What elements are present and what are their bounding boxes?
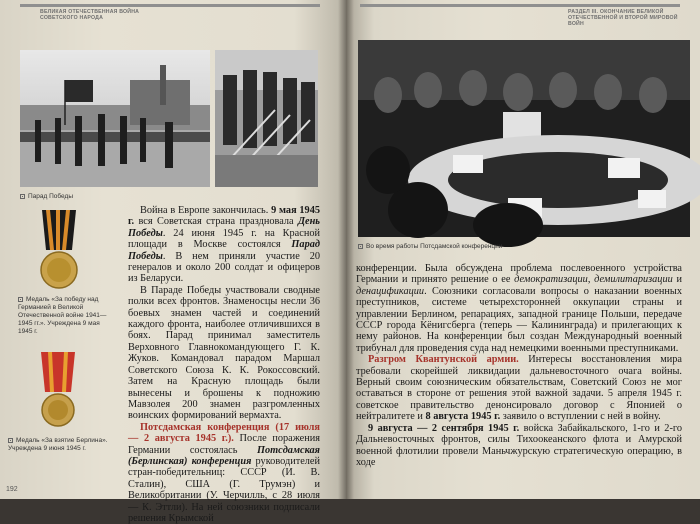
right-page [346,0,700,499]
book-gutter [338,0,354,499]
page-number: 192 [6,486,18,493]
victory-parade-photo-2 [215,50,318,187]
right-page-header [568,9,688,27]
term-denazification: денацификации [356,285,425,297]
berlin-medal-image [38,352,78,432]
text-run: войска Забайкальского, 1-го и 2-го Дальневосточных фронтов, силы Тихоокеанского флота и Амурской военной флотилии провели Маньчжурскую стратегическую операцию, в ходе [356,422,683,468]
victory-medal-caption-text: Медаль «За победу над Германией в Великой Отечественной войне 1941—1945 гг.». Учреждена 9 мая 1945 г. [18,296,107,335]
left-page-header [40,9,139,21]
victory-medal-caption [18,296,110,336]
caption-marker-icon [18,297,23,302]
header-line-1: РАЗДЕЛ III. ОКОНЧАНИЕ ВЕЛИКОЙ [568,9,664,15]
caption-marker-icon [20,194,25,199]
text-run: , [587,274,595,286]
potsdam-caption-text: Во время работы Потсдамской конференции [366,243,503,250]
paragraph-parade: В Параде Победы участвовали сводные полки всех фронтов. Знаменосцы несли 36 боевых знамен частей и соединений каждого фронта, наиболее отличившихся в боях. Парад принимал заместитель Верховного Главнокомандующего Г. К. Жуков. Командовал парадом Маршал Советского Союза К. К. Рокоссовский. Затем на Красную площадь были вынесены и брошены к подножию Мавзолея 200 знамен разгромленных воинских формирований вермахта. [128,284,320,422]
date-may-9: 9 мая 1945 г. [128,205,320,228]
text-run: Интересы восстановления мира требовали скорейшей ликвидации дальневосточного очага войны. Верный своим союзническим обязательствам, Советский Союз не мог оставаться в стороне от решения этой важной задачи. 5 апреля 1945 г. советское правительство денонсировало договор с Японией о нейтралитете и [356,354,682,423]
header-line-2: СОВЕТСКОГО НАРОДА [40,15,104,21]
text-run: вся Советская страна праздновала [134,216,298,228]
text-run: и [672,274,682,286]
term-demilitarization: демилитаризации [594,274,673,286]
caption-marker-icon [8,438,13,443]
text-run: заявило о вступлении с ней в войну. [500,411,661,423]
text-run: . В нем приняли участие 20 генералов и около 200 солдат и офицеров из Беларуси. [128,250,320,285]
term-democratization: демократизации [514,274,588,286]
section-title-potsdam: Потсдамская конференция (17 июля — 2 августа 1945 г.). [128,421,320,445]
paragraph-war-end [128,205,320,285]
header-line-2: ОТЕЧЕСТВЕННОЙ И ВТОРОЙ МИРОВОЙ ВОЙН [568,15,678,27]
text-run: . Союзники согласовали вопросы о наказании военных преступников, системе четырехсторонней оккупации страны и управлении Берлином, репарациях, западной границе Польши, передаче СССР города Кёнигсберга (теперь — Калининграда) и прилегающих к нему районов. На конференции был создан Международный военный трибунал для проведения суда над немецкими военными преступниками. [356,285,682,354]
parade-photo-caption [20,193,73,201]
paragraph-manchuria [356,423,682,469]
term-victory-day: День Победы [128,216,320,239]
paragraph-kwantung [356,354,682,422]
term-potsdam-conference: Потсдамская (Берлинская) конференция [128,444,320,467]
left-page [0,0,346,524]
berlin-medal-caption-text: Медаль «За взятие Берлина». Учреждена 9 июня 1945 г. [8,437,108,452]
header-rule [20,4,320,7]
term-victory-parade: Парад Победы [128,239,320,262]
date-manchurian-operation: 9 августа — 2 сентября 1945 г. [368,422,520,434]
header-rule [360,4,680,7]
potsdam-photo-caption [358,243,502,251]
text-run: руководителей стран-победительниц: СССР (И. В. Сталин), США (Г. Трумэн) и Великобритании (У. Черчилль, с 28 июля — К. Эттли). На ней союзники подписали решения Крымской [128,455,321,524]
paragraph-potsdam [128,422,320,524]
section-title-kwantung: Разгром Квантунской армии. [368,354,519,366]
paragraph-conference-continued [356,263,682,354]
caption-marker-icon [358,244,363,249]
text-run: Война в Европе закончилась. [140,205,272,216]
victory-medal-image [38,210,80,292]
date-august-8: 8 августа 1945 г. [425,411,501,423]
text-run: После поражения Германии состоялась [128,433,321,456]
parade-caption-text: Парад Победы [28,193,73,200]
right-body-text [356,263,682,468]
victory-parade-photo-1 [20,50,210,187]
potsdam-conference-photo [358,40,690,237]
left-body-text [128,205,320,524]
header-line-1: ВЕЛИКАЯ ОТЕЧЕСТВЕННАЯ ВОЙНА [40,9,140,15]
text-run: конференции. Была обсуждена проблема послевоенного устройства Германии и принято решение о ее [356,263,682,286]
berlin-medal-caption [8,437,108,453]
text-run: . 24 июня 1945 г. на Красной площади в Москве состоялся [128,227,320,251]
